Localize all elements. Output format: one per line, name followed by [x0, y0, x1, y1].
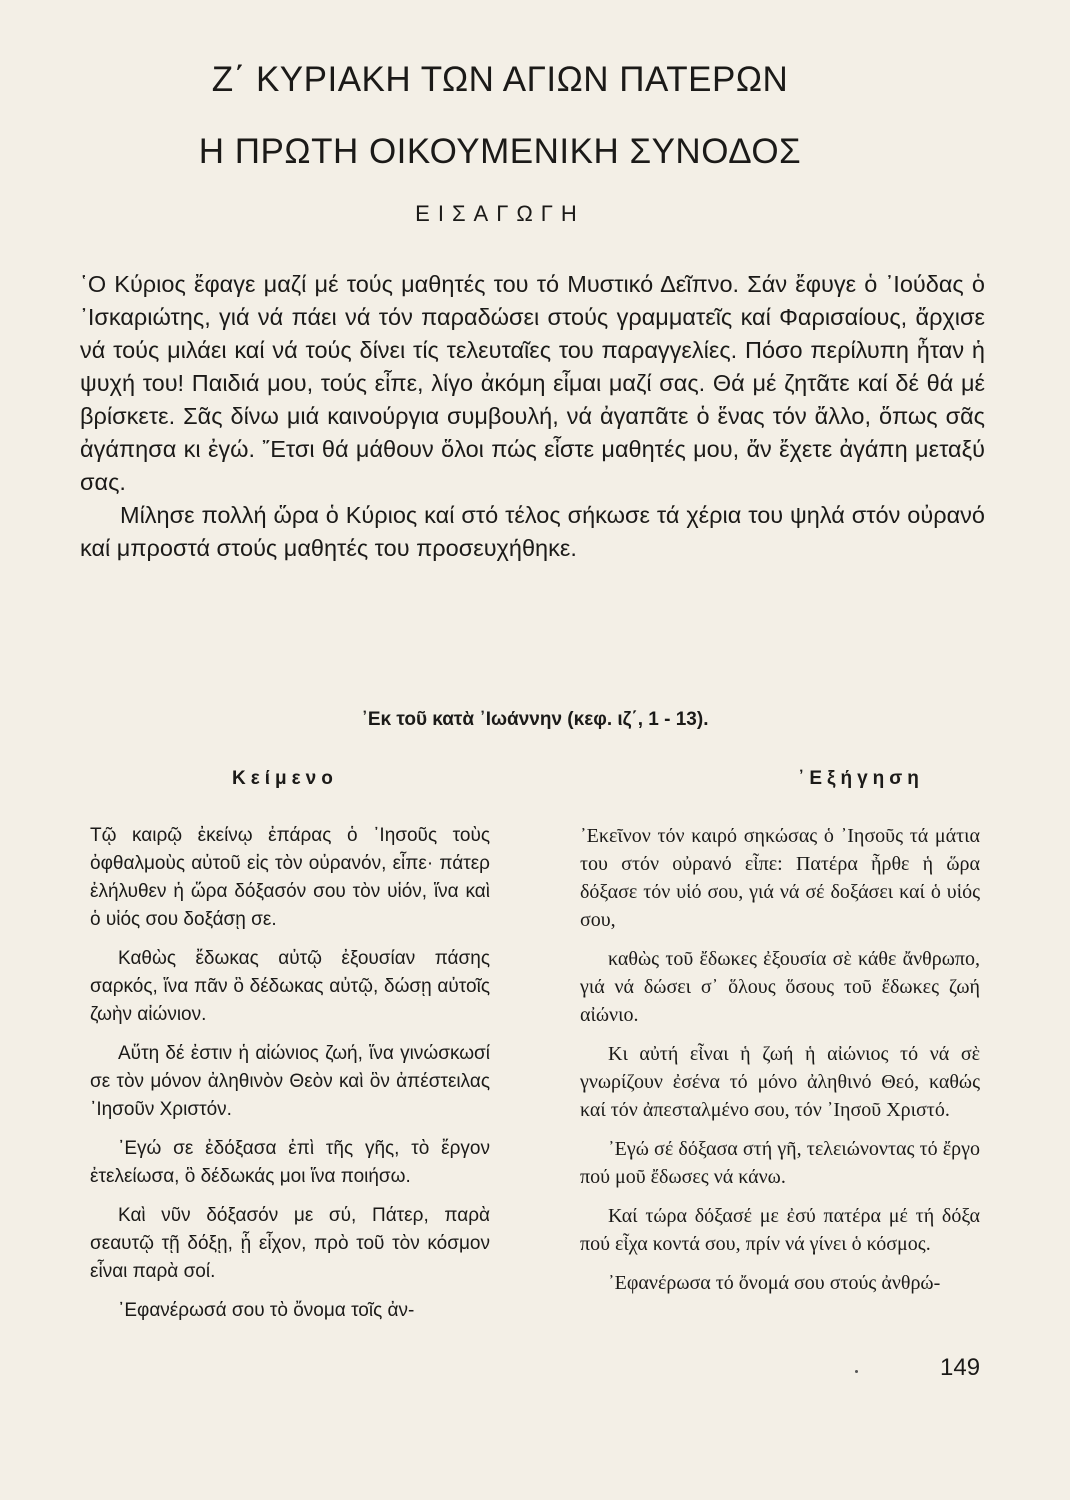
verse-original: ᾿Εφανέρωσά σου τὸ ὄνομα τοῖς ἀν- — [118, 1300, 415, 1321]
verse-explanation: ᾿Εκεῖνον τόν καιρό σηκώσας ὁ ᾿Ιησοῦς τά μάτια του στόν οὐρανό εἶπε: Πατέρα ἦρθε ἡ ὥρα δόξασε τόν υἱό σου, γιά νά σέ δοξάσει καί ὁ υἱός σου, — [580, 825, 980, 931]
text-column-heading: Κείμενο — [232, 768, 338, 789]
verse-original: Αὕτη δέ ἐστιν ἡ αἰώνιος ζωή, ἵνα γινώσκωσί σε τὸν μόνον ἀληθινὸν Θεὸν καὶ ὃν ἀπέστειλας ᾿Ιησοῦν Χριστόν. — [90, 1043, 490, 1120]
page-number: 149 — [940, 1354, 981, 1381]
page-subtitle: Η ΠΡΩΤΗ ΟΙΚΟΥΜΕΝΙΚΗ ΣΥΝΟΔΟΣ — [198, 132, 802, 171]
introduction — [80, 268, 985, 565]
verse-explanation: ᾿Εγώ σέ δόξασα στή γῆ, τελειώνοντας τό ἔργο πού μοῦ ἔδωσες νά κάνω. — [580, 1138, 980, 1188]
verse-original: Τῷ καιρῷ ἐκείνῳ ἐπάρας ὁ ᾿Ιησοῦς τοὺς ὀφθαλμοὺς αὐτοῦ εἰς τὸν οὐρανόν, εἶπε· πάτερ ἐλήλυθεν ἡ ὥρα δόξασόν σου τὸν υἱόν, ἵνα καὶ ὁ υἱός σου δοξάσῃ σε. — [90, 825, 490, 930]
verse-original: Καθὼς ἔδωκας αὐτῷ ἐξουσίαν πάσης σαρκός, ἵνα πᾶν ὃ δέδωκας αὐτῷ, δώσῃ αὐτοῖς ζωὴν αἰώνιον. — [90, 948, 490, 1025]
page-title: Ζ΄ ΚΥΡΙΑΚΗ ΤΩΝ ΑΓΙΩΝ ΠΑΤΕΡΩΝ — [211, 60, 789, 99]
verse-explanation: καθὼς τοῦ ἔδωκες ἐξουσία σὲ κάθε ἄνθρωπο, γιά νά δώσει σ᾿ ὅλους ὅσους τοῦ ἔδωκες ζωή αἰώνιο. — [580, 948, 980, 1026]
verse-original: ᾿Εγώ σε ἐδόξασα ἐπὶ τῆς γῆς, τὸ ἔργον ἐτελείωσα, ὃ δέδωκάς μοι ἵνα ποιήσω. — [90, 1138, 490, 1187]
verse-explanation: Καί τώρα δόξασέ με ἐσύ πατέρα μέ τή δόξα πού εἶχα κοντά σου, πρίν νά γίνει ὁ κόσμος. — [580, 1205, 980, 1255]
scripture-reference: ᾿Εκ τοῦ κατὰ ᾿Ιωάννην (κεφ. ιζ΄, 1 - 13). — [361, 709, 709, 730]
intro-paragraph-2: Μίλησε πολλή ὥρα ὁ Κύριος καί στό τέλος σήκωσε τά χέρια του ψηλά στόν οὐρανό καί μπροστά στούς μαθητές του προσευχήθηκε. — [80, 502, 985, 561]
explanation-column-heading: ᾿Εξήγηση — [798, 768, 924, 789]
section-heading: ΕΙΣΑΓΩΓΗ — [415, 201, 585, 226]
verse-explanation: Κι αὐτή εἶναι ἡ ζωή ἡ αἰώνιος τό νά σὲ γνωρίζουν ἐσένα τό μόνο ἀληθινό Θεό, καθώς καί τόν ἀπεσταλμένο σου, τόν ᾿Ιησοῦ Χριστό. — [580, 1043, 980, 1121]
intro-paragraph-1: ῾Ο Κύριος ἔφαγε μαζί μέ τούς μαθητές του τό Μυστικό Δεῖπνο. Σάν ἔφυγε ὁ ᾿Ιούδας ὁ ᾿Ισκαριώτης, γιά νά πάει νά τόν παραδώσει στούς γραμματεῖς καί Φαρισαίους, ἄρχισε νά τούς μιλάει καί νά τούς δίνει τίς τελευταῖες του παραγγελίες. Πόσο περίλυπη ἦταν ἡ ψυχή του! Παιδιά μου, τούς εἶπε, λίγο ἀκόμη εἶμαι μαζί σας. Θά μέ ζητᾶτε καί δέ θά μέ βρίσκετε. Σᾶς δίνω μιά καινούργια συμβουλή, νά ἀγαπᾶτε ὁ ἕνας τόν ἄλλο, ὅπως σᾶς ἀγάπησα κι ἐγώ. ῎Ετσι θά μάθουν ὅλοι πώς εἶστε μαθητές μου, ἄν ἔχετε ἀγάπη μεταξύ σας. — [80, 271, 985, 495]
verse-explanation: ᾿Εφανέρωσα τό ὄνομά σου στούς ἀνθρώ- — [608, 1272, 941, 1294]
explanation-column — [580, 822, 980, 1308]
print-speck — [855, 1370, 858, 1373]
verse-original: Καὶ νῦν δόξασόν με σύ, Πάτερ, παρὰ σεαυτῷ τῇ δόξῃ, ᾗ εἶχον, πρὸ τοῦ τὸν κόσμον εἶναι παρὰ σοί. — [90, 1205, 490, 1282]
original-text-column — [90, 822, 490, 1336]
